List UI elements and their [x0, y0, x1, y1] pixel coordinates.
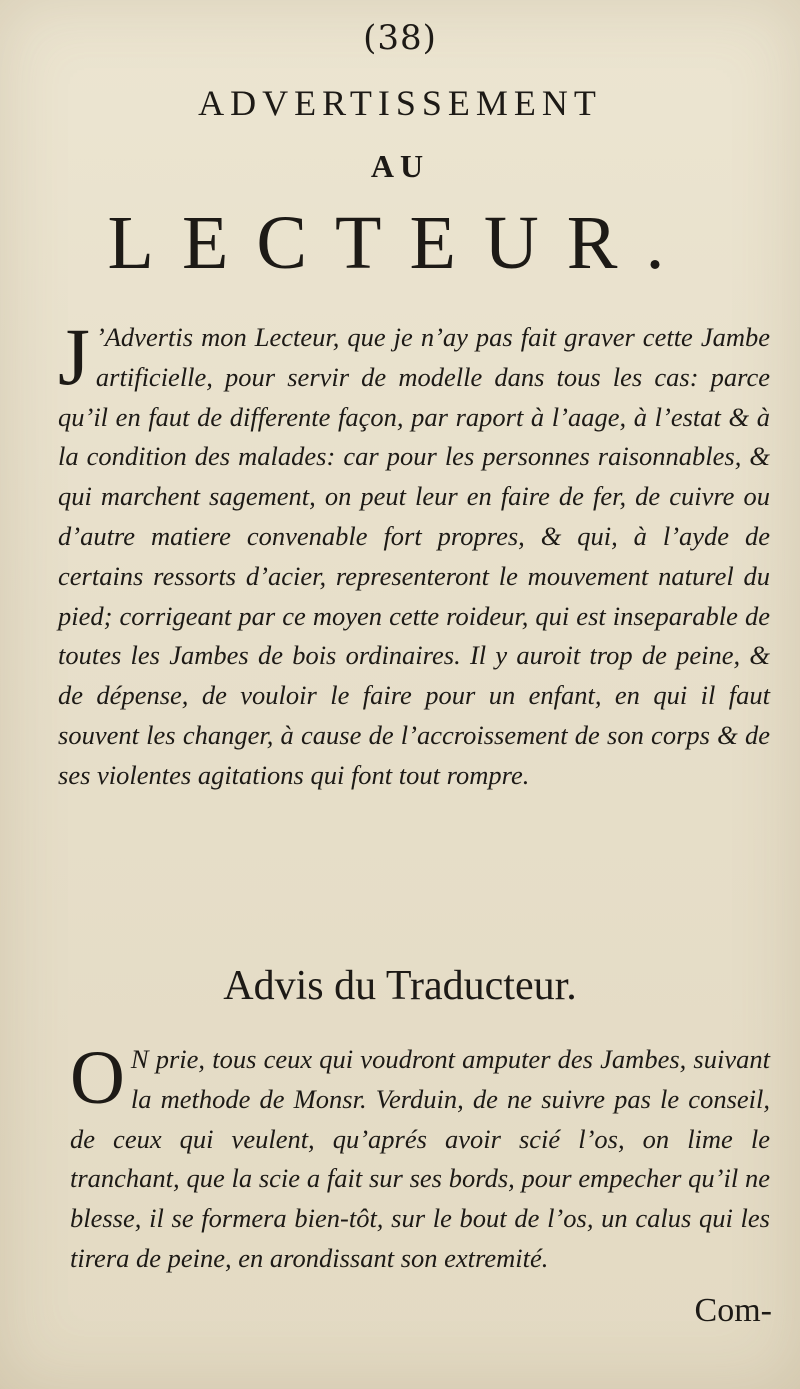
dropcap-o: O	[70, 1036, 125, 1120]
advis-du-traducteur-title: Advis du Traducteur.	[223, 963, 577, 1009]
advertissement-text: ’Advertis mon Lecteur, que je n’ay pas fait graver cette Jambe artificielle, pour servir de modelle dans tous les cas: parce qu’il en faut de differente façon, par raport à l’aage, à l’estat & à la condition des malades: car pour les personnes raisonnables, & qui marchent sagement, on peut leur en faire de fer, de cuivre ou d’autre matiere convenable fort propres, & qui, à l’ayde de certains ressorts d’acier, representeront le mouvement naturel du pied; corrigeant par ce moyen cette roideur, qui est inseparable de toutes les Jambes de bois ordinaires. Il y auroit trop de peine, & de dépense, de vouloir le faire pour un enfant, en qui il faut souvent les changer, à cause de l’accroissement de son corps & de ses violentes agitations qui font tout rompre.	[58, 322, 770, 790]
heading-advertissement: ADVERTISSEMENT	[198, 83, 602, 123]
advis-text: N prie, tous ceux qui voudront amputer des Jambes, suivant la methode de Monsr. Verduin, de ne suivre pas le conseil, de ceux qui veulent, qu’aprés avoir scié l’os, on lime le tranchant, que la scie a fait sur ses bords, pour empecher qu’il ne blesse, il se formera bien-tôt, sur le bout de l’os, un calus qui les tirera de peine, en arondissant son extremité.	[70, 1044, 770, 1273]
advertissement-paragraph	[58, 311, 770, 796]
catchword: Com-	[694, 1292, 772, 1329]
advis-paragraph	[70, 1036, 770, 1279]
heading-lecteur: LECTEUR.	[107, 201, 693, 285]
dropcap-j: J	[58, 311, 90, 402]
heading-au: AU	[370, 148, 430, 184]
page-number: (38)	[363, 18, 437, 58]
